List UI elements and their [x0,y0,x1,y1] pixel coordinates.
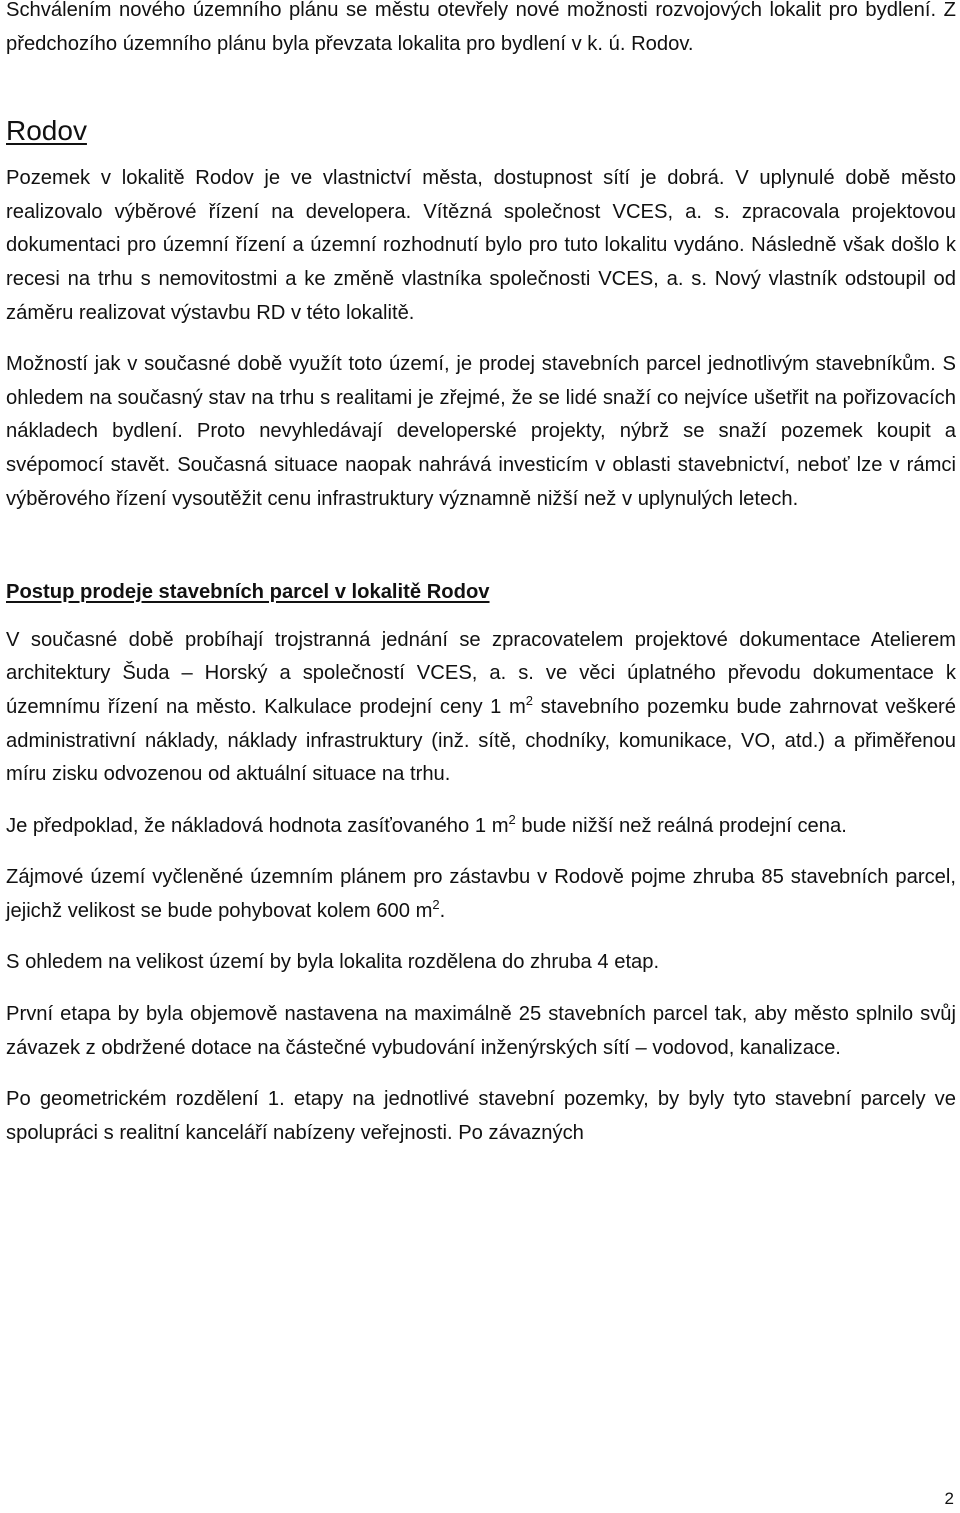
rodov-paragraph-1: Pozemek v lokalitě Rodov je ve vlastnictví města, dostupnost sítí je dobrá. V uplynulé době město realizovalo výběrové řízení na developera. Vítězná společnost VCES, a. s. zpracovala projektovou dokumentaci pro územní řízení a územní rozhodnutí bylo pro tuto lokalitu vydáno. Následně však došlo k recesi na trhu s nemovitostmi a ke změně vlastníka společnosti VCES, a. s. Nový vlastník odstoupil od záměru realizovat výstavbu RD v této lokalitě. [6,167,956,324]
postup-p2-superscript: 2 [508,811,516,827]
intro-paragraph: Schválením nového územního plánu se městu otevřely nové možnosti rozvojových lokalit pro bydlení. Z předchozího územního plánu byla převzata lokalita pro bydlení v k. ú. Rodov. [6,0,956,55]
page-number: 2 [944,1489,954,1508]
postup-paragraph-4: S ohledem na velikost území by byla lokalita rozdělena do zhruba 4 etap. [6,951,660,974]
rodov-paragraph-2: Možností jak v současné době využít toto území, je prodej stavebních parcel jednotlivým stavebníkům. S ohledem na současný stav na trhu s realitami je zřejmé, že se lidé snaží co nejvíce ušetřit na pořizovacích nákladech bydlení. Proto nevyhledávají developerské projekty, nýbrž se snaží pozemek koupit a svépomocí stavět. Současná situace naopak nahrává investicím v oblasti stavebnictví, neboť lze v rámci výběrového řízení vysoutěžit cenu infrastruktury významně nižší než v uplynulých letech. [6,353,956,510]
postup-paragraph-3 [6,861,956,928]
section-heading-rodov: Rodov [6,115,87,147]
postup-paragraph-1 [6,624,956,792]
postup-p3-superscript: 2 [432,896,440,912]
postup-p2-text-a: Je předpoklad, že nákladová hodnota zasíťovaného 1 m [6,814,509,837]
postup-p1-text-a: V současné době probíhají trojstranná jednání se zpracovatelem projektové dokumentace Atelierem architektury Šuda – Horský a společností VCES, a. s. ve věci úplatného převodu dokumentace k územnímu řízení na město. Kalkulace prodejní ceny 1 m [6,628,956,718]
document-page [6,0,956,1150]
postup-p3-text-a: Zájmové území vyčleněné územním plánem pro zástavbu v Rodově pojme zhruba 85 stavebních parcel, jejichž velikost se bude pohybovat kolem 600 m [6,866,956,922]
postup-p1-text-b: stavebního pozemku bude zahrnovat veškeré administrativní náklady, náklady infrastruktury (inž. sítě, chodníky, komunikace, VO, atd.) a přiměřenou míru zisku odvozenou od aktuální situace na trhu. [6,695,956,786]
postup-p1-superscript: 2 [525,692,534,708]
postup-p3-text-b: . [439,899,446,922]
postup-paragraph-2 [6,810,956,844]
postup-p2-text-b: bude nižší než reálná prodejní cena. [515,814,847,837]
postup-paragraph-6: Po geometrickém rozdělení 1. etapy na jednotlivé stavební pozemky, by byly tyto stavební parcely ve spolupráci s realitní kanceláří nabízeny veřejnosti. Po závazných [6,1088,956,1144]
section-heading-postup: Postup prodeje stavebních parcel v lokalitě Rodov [6,581,490,604]
postup-paragraph-5: První etapa by byla objemově nastavena na maximálně 25 stavebních parcel tak, aby město splnilo svůj závazek z obdržené dotace na částečné vybudování inženýrských sítí – vodovod, kanalizace. [6,1003,956,1059]
